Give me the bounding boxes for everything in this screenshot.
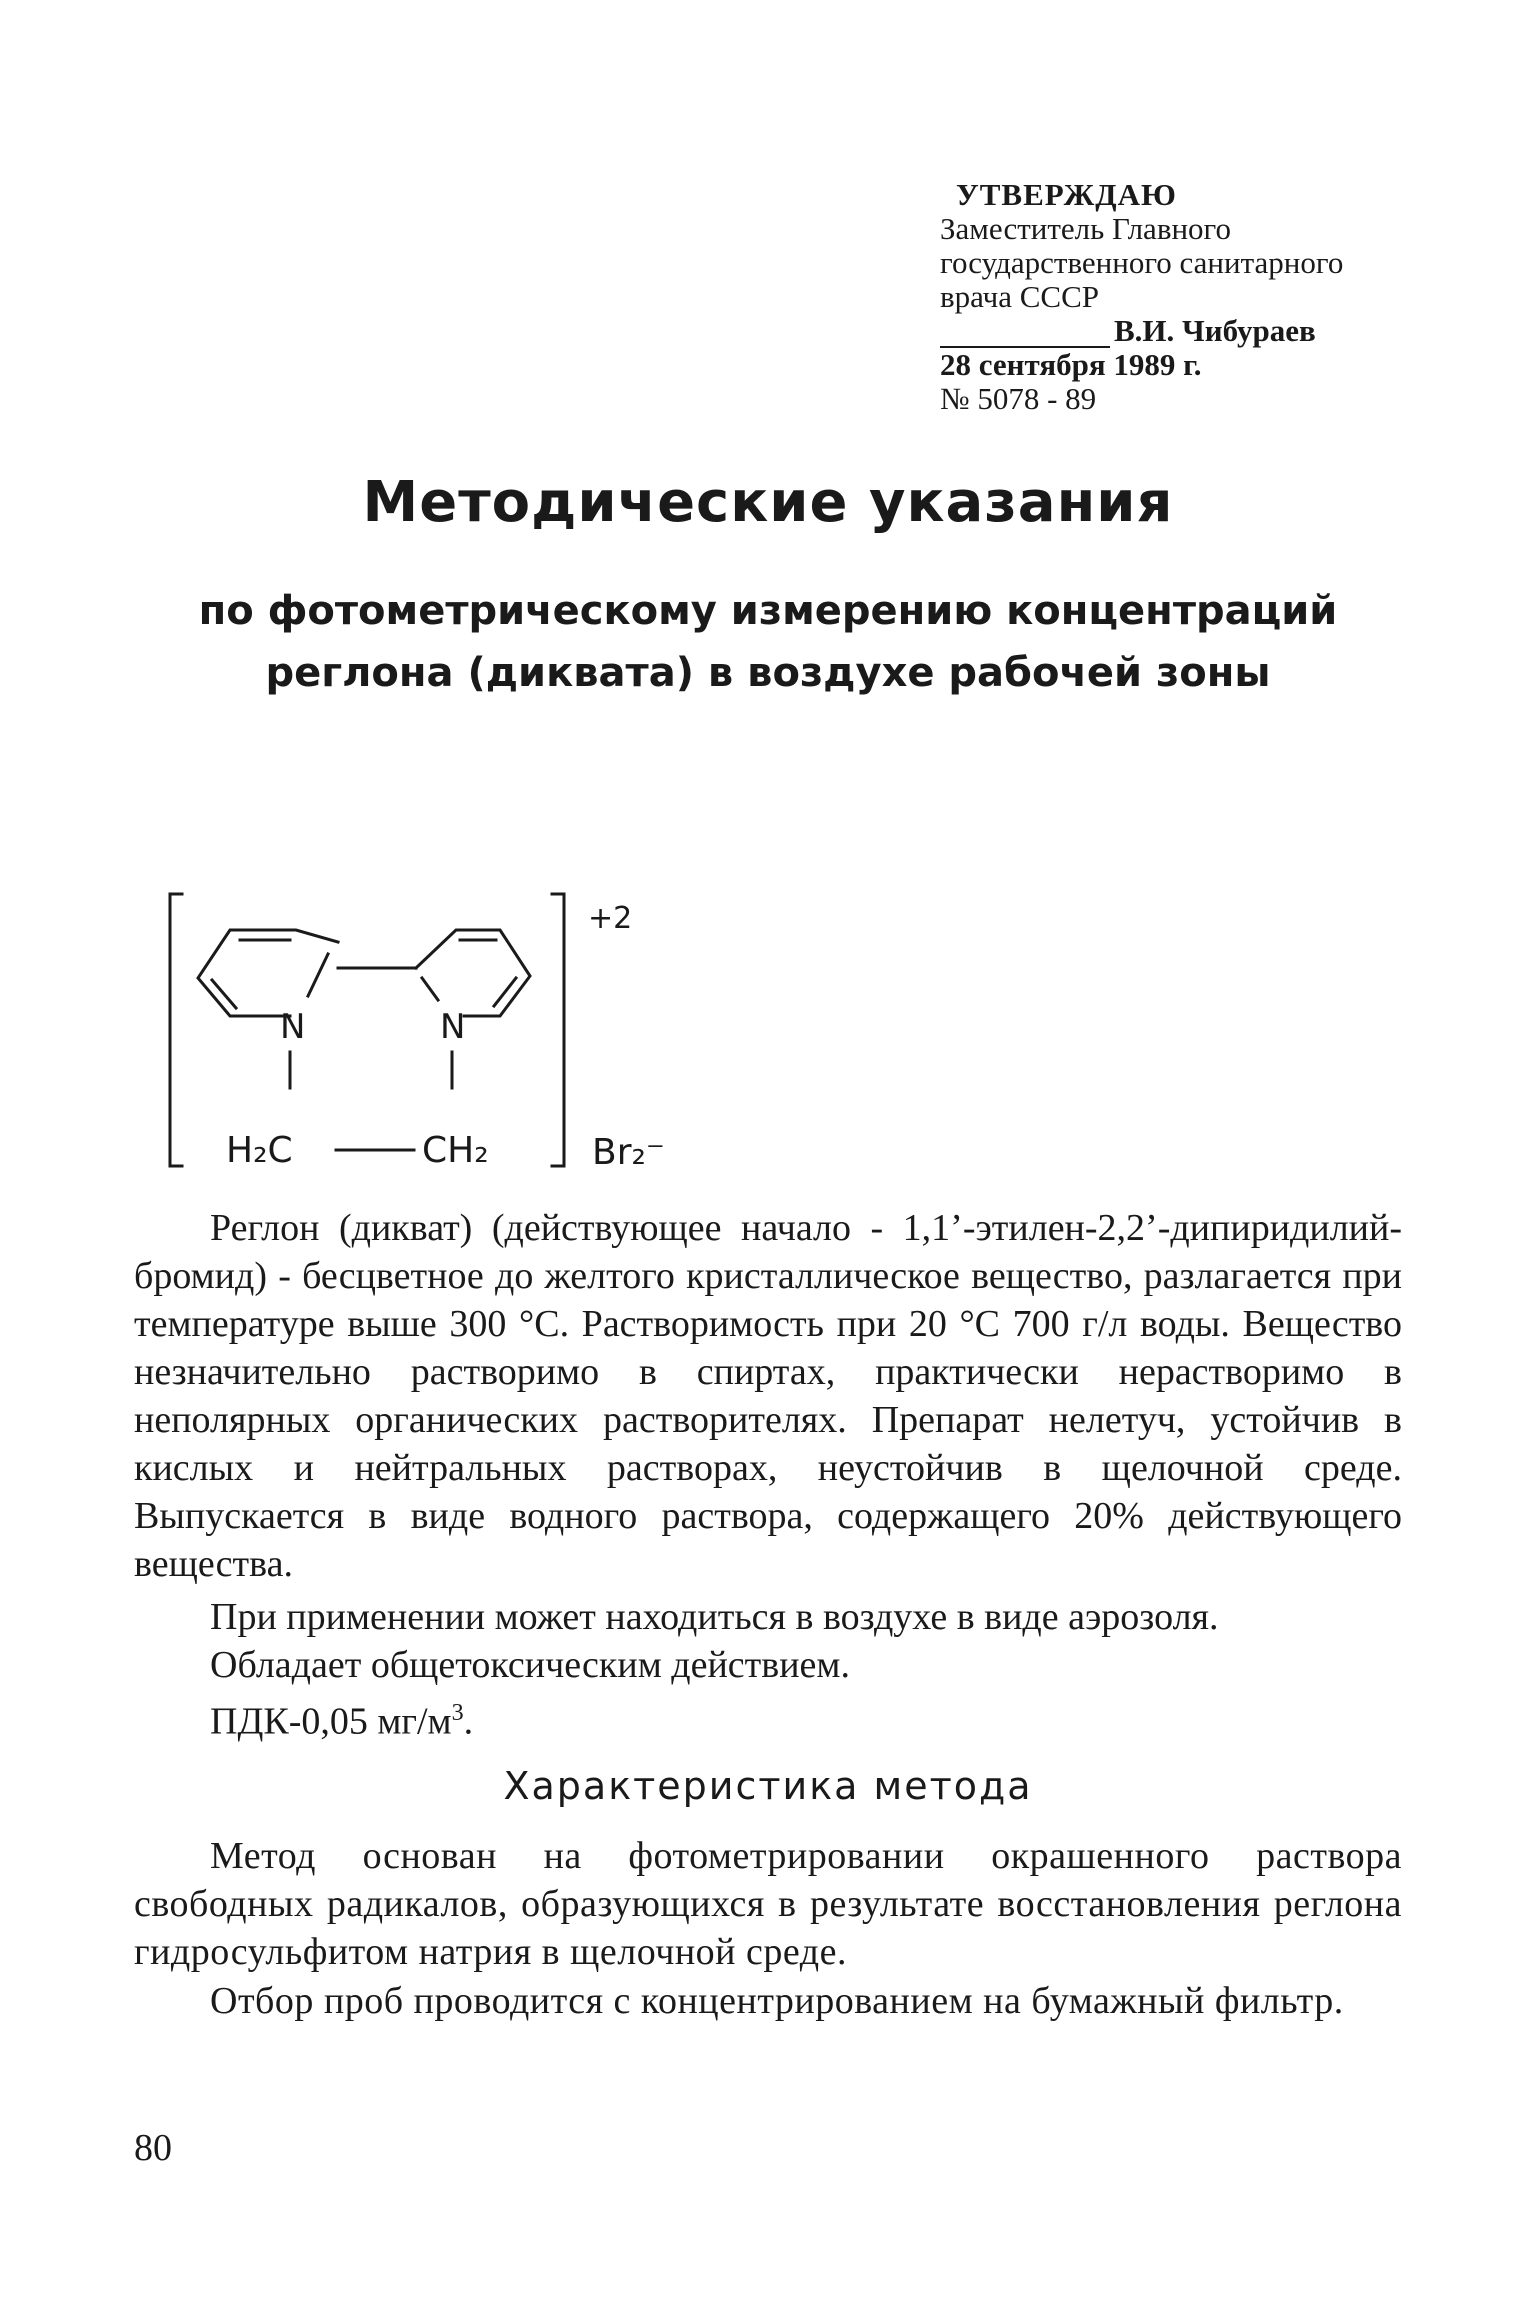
charge-label: +2 bbox=[588, 901, 633, 936]
anion-label: Br₂⁻ bbox=[592, 1132, 665, 1173]
right-nitrogen-label: N bbox=[440, 1007, 466, 1047]
pdk-end: . bbox=[463, 1700, 474, 1743]
aerosol-paragraph: При применении может находиться в воздухе в виде аэрозоля. bbox=[210, 1596, 1219, 1638]
signatory-name: В.И. Чибураев bbox=[1114, 313, 1316, 348]
description-paragraph: Реглон (дикват) (действующее начало - 1,1’-этилен-2,2’-дипиридилий-бромид) - бесцветное до желтого кристаллическое вещество, разлагается при температуре выше 300 °С. Растворимость при 20 °С 700 г/л воды. Вещество незначительно растворимо в спиртах, практически нерастворимо в неполярных органических растворителях. Препарат нелетуч, устойчив в кислых и нейтральных растворах, неустойчив в щелочной среде. Выпускается в виде водного раствора, содержащего 20% действующего вещества. bbox=[134, 1207, 1402, 1585]
approval-heading: УТВЕРЖДАЮ bbox=[956, 177, 1177, 212]
left-nitrogen-label: N bbox=[280, 1007, 306, 1047]
approval-block bbox=[940, 178, 1420, 416]
approval-position-line: врача СССР bbox=[940, 279, 1100, 314]
section-heading: Характеристика метода bbox=[503, 1764, 1033, 1808]
right-group-label: CH₂ bbox=[422, 1130, 489, 1171]
pdk-text: ПДК-0,05 мг/м bbox=[210, 1700, 452, 1743]
left-bracket bbox=[170, 894, 182, 1166]
signature-line bbox=[940, 314, 1420, 348]
subtitle-line: реглона (диквата) в воздухе рабочей зоны bbox=[265, 650, 1271, 696]
approval-position-line: государственного санитарного bbox=[940, 245, 1344, 280]
document-title: Методические указания bbox=[362, 470, 1174, 535]
toxicity-paragraph: Обладает общетоксическим действием. bbox=[210, 1644, 850, 1686]
left-group-label: H₂C bbox=[226, 1130, 293, 1171]
diquat-structure-formula bbox=[160, 888, 720, 1178]
approval-date: 28 сентября 1989 г. bbox=[940, 347, 1202, 382]
method-paragraph: Метод основан на фотометрировании окрашенного раствора свободных радикалов, образующихся в результате восстановления реглона гидросульфитом натрия в щелочной среде. bbox=[134, 1835, 1402, 1973]
pdk-superscript: 3 bbox=[451, 1700, 464, 1726]
right-bracket bbox=[552, 894, 564, 1166]
pdk-paragraph bbox=[210, 1689, 473, 1746]
subtitle-line: по фотометрическому измерению концентраций bbox=[198, 588, 1338, 634]
right-pyridine-ring bbox=[416, 930, 530, 1016]
signature-blank bbox=[940, 320, 1110, 348]
approval-position-line: Заместитель Главного bbox=[940, 211, 1231, 246]
approval-number: № 5078 - 89 bbox=[940, 381, 1097, 416]
sampling-paragraph: Отбор проб проводится с концентрированием на бумажный фильтр. bbox=[210, 1980, 1344, 2022]
document-subtitle bbox=[100, 580, 1436, 704]
left-pyridine-ring bbox=[198, 930, 338, 1016]
page-number: 80 bbox=[134, 2127, 172, 2169]
